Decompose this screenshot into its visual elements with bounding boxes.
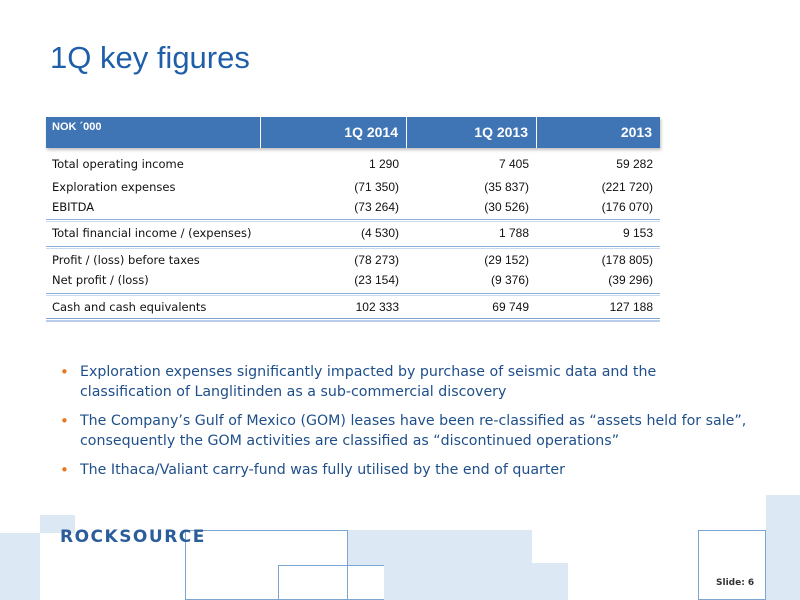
bullet-marker-icon: •	[60, 363, 69, 381]
bullet-marker-icon: •	[60, 412, 69, 430]
row-label: Total financial income / (expenses)	[52, 226, 252, 240]
bullet-marker-icon: •	[60, 461, 69, 479]
decor-block	[384, 530, 532, 600]
cell-value: (73 264)	[354, 200, 399, 214]
decor-block	[348, 530, 384, 565]
bullet-list	[60, 362, 750, 489]
bullet-text: The Company’s Gulf of Mexico (GOM) leases have been re-classified as “assets held for sale”, consequently the GOM activities are classified as “discontinued operations”	[80, 413, 747, 449]
column-header-1q-2014: 1Q 2014	[260, 117, 406, 148]
cell-value: (178 805)	[601, 253, 653, 267]
slide-number: Slide: 6	[716, 578, 755, 588]
bullet-item	[60, 362, 750, 402]
row-label: Exploration expenses	[52, 180, 176, 194]
table-row	[46, 177, 660, 200]
cell-value: 69 749	[492, 300, 529, 314]
column-header-1q-2013: 1Q 2013	[406, 117, 536, 148]
cell-value: (221 720)	[601, 180, 653, 194]
table-row	[46, 250, 660, 273]
table-row	[46, 297, 660, 318]
cell-value: (35 837)	[484, 180, 529, 194]
table-divider	[46, 246, 660, 249]
cell-value: (71 350)	[354, 180, 399, 194]
table-bottom-rule	[46, 318, 660, 322]
column-header-2013: 2013	[536, 117, 660, 148]
cell-value: 102 333	[355, 300, 399, 314]
cell-value: 9 153	[622, 226, 653, 240]
cell-value: 7 405	[498, 157, 529, 171]
table-row	[46, 273, 660, 293]
cell-value: 1 788	[498, 226, 529, 240]
cell-value: 127 188	[609, 300, 653, 314]
cell-value: (78 273)	[354, 253, 399, 267]
cell-value: (4 530)	[360, 226, 399, 240]
cell-value: (176 070)	[601, 200, 653, 214]
table-divider	[46, 293, 660, 296]
row-label: EBITDA	[52, 200, 95, 214]
cell-value: 59 282	[616, 157, 653, 171]
decor-outline	[698, 530, 766, 600]
row-label: Net profit / (loss)	[52, 273, 149, 287]
table-row	[46, 154, 660, 177]
bullet-item	[60, 411, 750, 451]
table-row	[46, 223, 660, 246]
row-label: Total operating income	[52, 157, 184, 171]
bullet-text: Exploration expenses significantly impacted by purchase of seismic data and the classification of Langlitinden as a sub-commercial discovery	[80, 364, 657, 400]
decor-block	[766, 495, 800, 600]
cell-value: (9 376)	[490, 273, 529, 287]
cell-value: (39 296)	[608, 273, 653, 287]
slide-title: 1Q key figures	[50, 40, 250, 75]
bullet-text: The Ithaca/Valiant carry-fund was fully utilised by the end of quarter	[80, 462, 565, 478]
company-logo: ROCKSOURCE	[60, 527, 206, 547]
cell-value: (23 154)	[354, 273, 399, 287]
bullet-item	[60, 460, 750, 480]
unit-label: NOK ´000	[52, 121, 102, 133]
table-header	[46, 117, 660, 148]
decor-block	[532, 563, 568, 600]
cell-value: (29 152)	[484, 253, 529, 267]
table-divider	[46, 219, 660, 222]
table-row	[46, 200, 660, 219]
decor-block	[0, 533, 40, 600]
cell-value: (30 526)	[484, 200, 529, 214]
row-label: Profit / (loss) before taxes	[52, 253, 200, 267]
key-figures-table	[46, 117, 660, 322]
cell-value: 1 290	[368, 157, 399, 171]
row-label: Cash and cash equivalents	[52, 300, 207, 314]
